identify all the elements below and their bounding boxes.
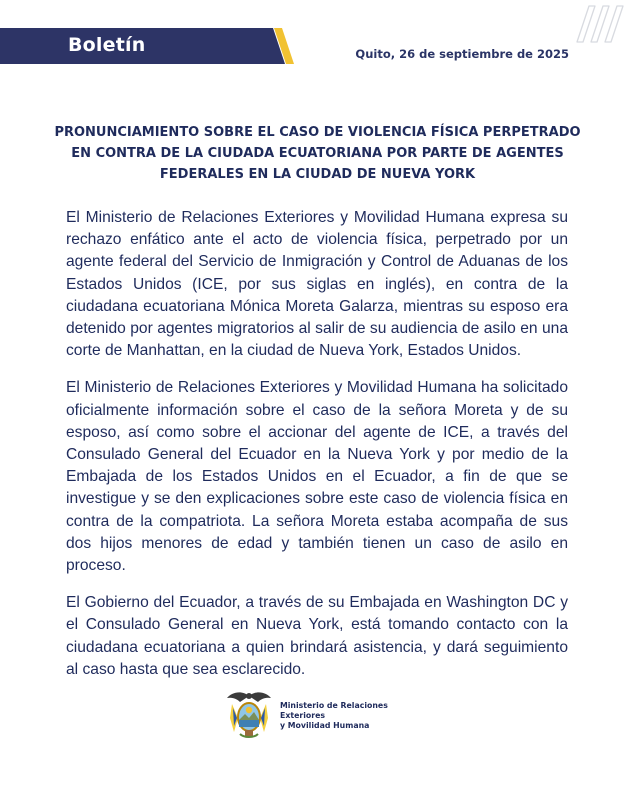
ecuador-coat-of-arms-icon [224,688,274,744]
section-label: Boletín [68,34,146,56]
document-body [66,207,568,696]
body-paragraph: El Ministerio de Relaciones Exteriores y Movilidad Humana ha solicitado oficialmente información sobre el caso de la señora Moreta y de su esposo, así como sobre el accionar del agente de ICE, a través del Consulado General del Ecuador en la Nueva York y por medio de la Embajada de los Estados Unidos en el Ecuador, a fin de que se investigue y se den explicaciones sobre este caso de violencia física en contra de la compatriota. La señora Moreta estaba acompaña de sus dos hijos menores de edad y también tienen un caso de asilo en proceso. [66,379,568,575]
dateline: Quito, 26 de septiembre de 2025 [355,47,569,61]
body-paragraph: El Ministerio de Relaciones Exteriores y Movilidad Humana expresa su rechazo enfático ante el acto de violencia física, perpetrado por un agente federal del Servicio de Inmigración y Control de Aduanas de los Estados Unidos (ICE, por sus siglas en inglés), en contra de la ciudadana ecuatoriana Mónica Moreta Galarza, mientras su esposo era detenido por agentes migratorios al salir de su audiencia de asilo en una corte de Manhattan, en la ciudad de Nueva York, Estados Unidos. [66,209,568,360]
ministry-name [280,701,430,731]
ministry-name-line2: y Movilidad Humana [280,721,370,730]
decorative-stripes-icon [567,4,631,44]
footer-signature [224,688,430,744]
document-title: PRONUNCIAMIENTO SOBRE EL CASO DE VIOLENCIA FÍSICA PERPETRADO EN CONTRA DE LA CIUDADA ECUATORIANA POR PARTE DE AGENTES FEDERALES EN LA CIUDAD DE NUEVA YORK [54,125,581,182]
body-paragraph: El Gobierno del Ecuador, a través de su Embajada en Washington DC y el Consulado General en Nueva York, está tomando contacto con la ciudadana ecuatoriana a quien brindará asistencia, y dará seguimiento al caso hasta que sea esclarecido. [66,594,568,678]
ministry-name-line1: Ministerio de Relaciones Exteriores [280,701,388,720]
